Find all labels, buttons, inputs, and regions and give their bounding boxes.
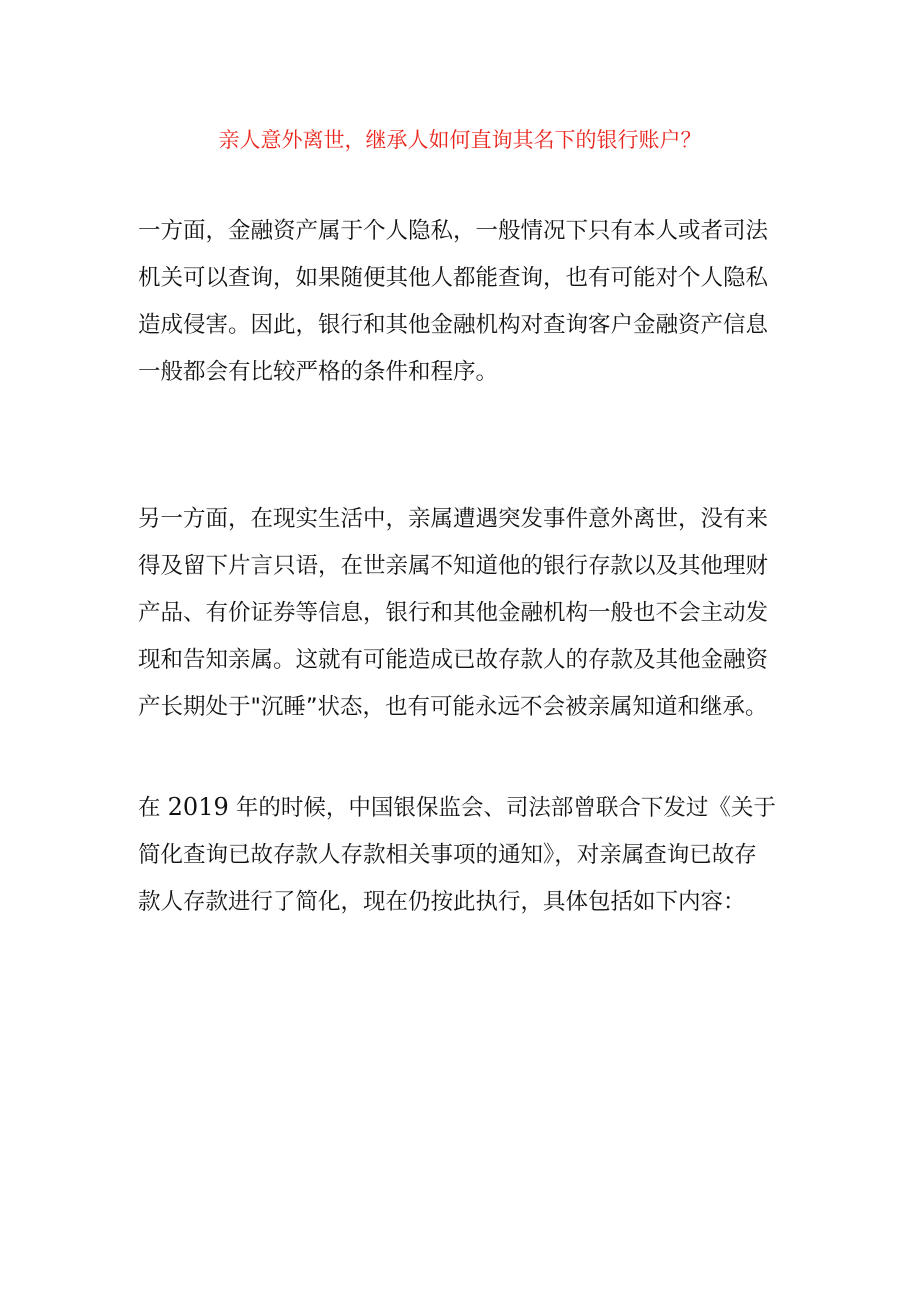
- paragraph-line: 机关可以查询，如果随便其他人都能查询，也有可能对个人隐私: [138, 265, 769, 291]
- paragraph-2019-notice: [138, 784, 798, 926]
- document-title: 亲人意外离世，继承人如何直询其名下的银行账户？: [218, 128, 702, 152]
- paragraph-line: 款人存款进行了简化，现在仍按此执行，具体包括如下内容：: [138, 889, 746, 915]
- paragraph-line: 一般都会有比较严格的条件和程序。: [138, 359, 499, 385]
- paragraph-dormant-assets: [138, 496, 798, 731]
- paragraph-line: 产品、有价证券等信息，银行和其他金融机构一般也不会主动发: [138, 600, 769, 626]
- paragraph-line: 造成侵害。因此，银行和其他金融机构对查询客户金融资产信息: [138, 312, 769, 338]
- paragraph-line: 现和告知亲属。这就有可能造成已故存款人的存款及其他金融资: [138, 647, 769, 673]
- year-number: 2019: [167, 793, 229, 821]
- line-suffix: 年的时候，中国银保监会、司法部曾联合下发过《关于: [228, 795, 776, 821]
- line-prefix: 在: [138, 795, 168, 821]
- paragraph-line: 另一方面，在现实生活中，亲属遭遇突发事件意外离世，没有来: [138, 506, 769, 532]
- paragraph-line: 产长期处于"沉睡”状态，也有可能永远不会被亲属知道和继承。: [138, 694, 768, 720]
- paragraph-line: 简化查询已故存款人存款相关事项的通知》，对亲属查询已故存: [138, 842, 757, 868]
- paragraph-privacy: [138, 208, 798, 396]
- paragraph-line: [138, 784, 798, 832]
- paragraph-line: 一方面，金融资产属于个人隐私，一般情况下只有本人或者司法: [138, 218, 769, 244]
- paragraph-line: 得及留下片言只语，在世亲属不知道他的银行存款以及其他理财: [138, 553, 769, 579]
